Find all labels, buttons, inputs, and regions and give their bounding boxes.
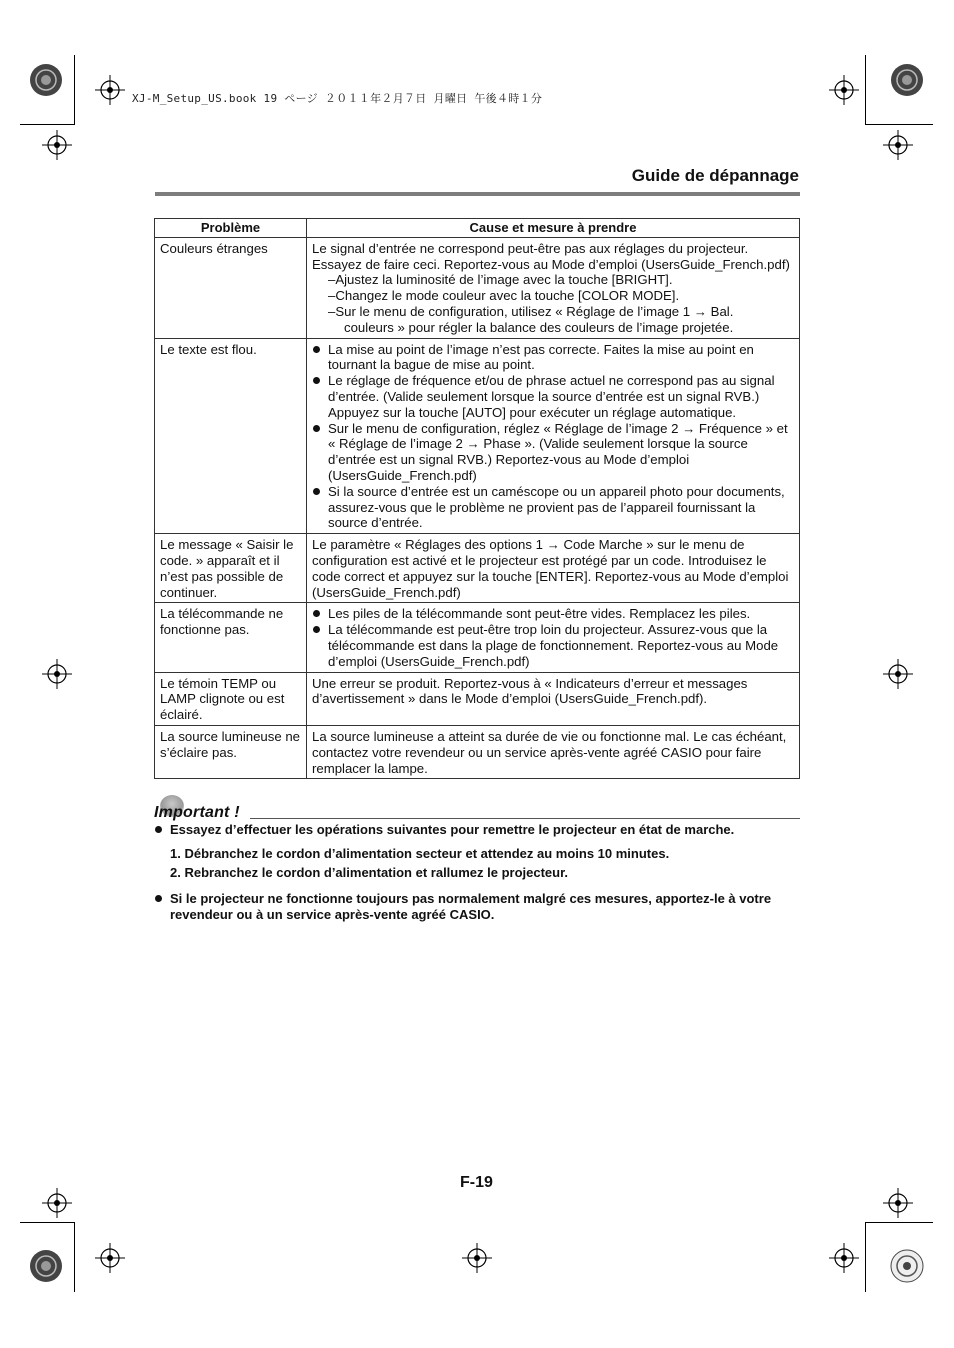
important-step: 2. Rebranchez le cordon d’alimentation et rallumez le projecteur. [170, 865, 569, 880]
cause-bullet: La télécommande est peut-être trop loin du projecteur. Assurez-vous que la télécommande est dans la plage de fonctionnement. Reportez-vous au Mode d’emploi (UsersGuide_French.pdf) [312, 622, 794, 669]
cause-cell: Le paramètre « Réglages des options 1 → Code Marche » sur le menu de configuration est activé et le projecteur est protégé par un code. Introduisez le code correct et appuyez sur la touche [ENTER]. Reportez-vous au Mode d’emploi (UsersGuide_French.pdf) [307, 534, 800, 603]
table-header-row [155, 219, 800, 238]
column-header-cause: Cause et mesure à prendre [307, 219, 800, 238]
cause-bullet: Sur le menu de configuration, réglez « Réglage de l’image 2 → Fréquence » et « Réglage de l’image 2 → Phase ». (Valide seulement lorsque la source d’entrée est un signal RVB.) Reportez-vous au Mode d’emploi (UsersGuide_French.pdf) [312, 421, 794, 484]
cause-step: –Ajustez la luminosité de l’image avec la touche [BRIGHT]. [328, 272, 673, 288]
cause-step: –Changez le mode couleur avec la touche [COLOR MODE]. [328, 288, 680, 304]
registration-mark-bottom-right [889, 1248, 925, 1284]
table-row [155, 237, 800, 338]
title-rule [155, 192, 800, 196]
crosshair-mark-right-top [883, 130, 913, 160]
cause-cell: La source lumineuse a atteint sa durée de vie ou fonctionne mal. Le cas échéant, contactez votre revendeur ou un service après-vente agréé CASIO pour faire remplacer la lampe. [307, 725, 800, 778]
cause-step: –Sur le menu de configuration, utilisez « Réglage de l’image 1 → Bal. [328, 303, 734, 319]
important-label: Important ! [154, 804, 240, 821]
important-bullet: Essayez d’effectuer les opérations suivantes pour remettre le projecteur en état de marche. [154, 822, 800, 838]
cause-intro: Le signal d’entrée ne correspond peut-être pas aux réglages du projecteur. Essayez de faire ceci. Reportez-vous au Mode d’emploi (UsersGuide_French.pdf) [312, 240, 790, 272]
registration-mark-top-left [28, 62, 64, 98]
table-row [155, 725, 800, 778]
cause-cell: Une erreur se produit. Reportez-vous à « Indicateurs d’erreur et messages d’avertissement » dans le Mode d’emploi (UsersGuide_French.pdf). [307, 672, 800, 725]
page-number: F-19 [460, 1174, 493, 1191]
table-row [155, 672, 800, 725]
cause-bullet: La mise au point de l’image n’est pas correcte. Faites la mise au point en tournant la bague de mise au point. [312, 342, 794, 374]
crosshair-mark-left-top [42, 130, 72, 160]
crosshair-mark-top-right [829, 75, 859, 105]
crop-line [74, 1222, 75, 1292]
cause-bullet-list [312, 342, 794, 532]
important-rule [250, 818, 800, 819]
important-notes [154, 822, 800, 923]
crosshair-mark-left-middle [42, 659, 72, 689]
print-header-line: XJ-M_Setup_US.book 19 ページ ２０１１年２月７日 月曜日 午後４時１分 [132, 92, 543, 105]
important-bullet: Si le projecteur ne fonctionne toujours pas normalement malgré ces mesures, apportez-le à votre revendeur ou à un service après-vente agréé CASIO. [154, 891, 800, 923]
troubleshooting-table [154, 218, 800, 779]
crop-line [74, 55, 75, 125]
crop-line [865, 1222, 933, 1223]
crosshair-mark-bottom-left [95, 1243, 125, 1273]
problem-cell: Le témoin TEMP ou LAMP clignote ou est éclairé. [155, 672, 307, 725]
problem-cell: Couleurs étranges [155, 237, 307, 338]
cause-bullet: Les piles de la télécommande sont peut-être vides. Remplacez les piles. [312, 606, 794, 622]
problem-cell: Le message « Saisir le code. » apparaît et il n’est pas possible de continuer. [155, 534, 307, 603]
crop-line [865, 1222, 866, 1292]
cause-bullet: Si la source d’entrée est un caméscope ou un appareil photo pour documents, assurez-vous que le problème ne provient pas de l’appareil fournissant la source d’entrée. [312, 484, 794, 531]
crosshair-mark-right-bottom [883, 1188, 913, 1218]
important-step: 1. Débranchez le cordon d’alimentation secteur et attendez au moins 10 minutes. [170, 846, 670, 861]
cause-cell [307, 603, 800, 672]
cause-bullet-list [312, 606, 794, 669]
cause-bullet: Le réglage de fréquence et/ou de phrase actuel ne correspond pas au signal d’entrée. (Valide seulement lorsque la source d’entrée est un signal RVB.) Appuyez sur la touche [AUTO] pour exécuter un réglage automatique. [312, 373, 794, 420]
crop-line [20, 124, 75, 125]
crosshair-mark-left-bottom [42, 1188, 72, 1218]
table-row [155, 338, 800, 534]
important-steps [154, 846, 800, 881]
table-row [155, 603, 800, 672]
crosshair-mark-right-middle [883, 659, 913, 689]
registration-mark-top-right [889, 62, 925, 98]
section-title: Guide de dépannage [631, 166, 799, 185]
column-header-problem: Problème [155, 219, 307, 238]
crop-line [20, 1222, 75, 1223]
crosshair-mark-bottom-center [462, 1243, 492, 1273]
crop-line [865, 55, 866, 125]
problem-cell: Le texte est flou. [155, 338, 307, 534]
cause-cell [307, 338, 800, 534]
registration-mark-bottom-left [28, 1248, 64, 1284]
important-heading [154, 802, 800, 824]
cause-cell [307, 237, 800, 338]
table-row [155, 534, 800, 603]
cause-step-continuation: couleurs » pour régler la balance des couleurs de l’image projetée. [344, 319, 734, 335]
crop-line [865, 124, 933, 125]
crosshair-mark-bottom-right [829, 1243, 859, 1273]
problem-cell: La télécommande ne fonctionne pas. [155, 603, 307, 672]
problem-cell: La source lumineuse ne s’éclaire pas. [155, 725, 307, 778]
crosshair-mark-top [95, 75, 125, 105]
